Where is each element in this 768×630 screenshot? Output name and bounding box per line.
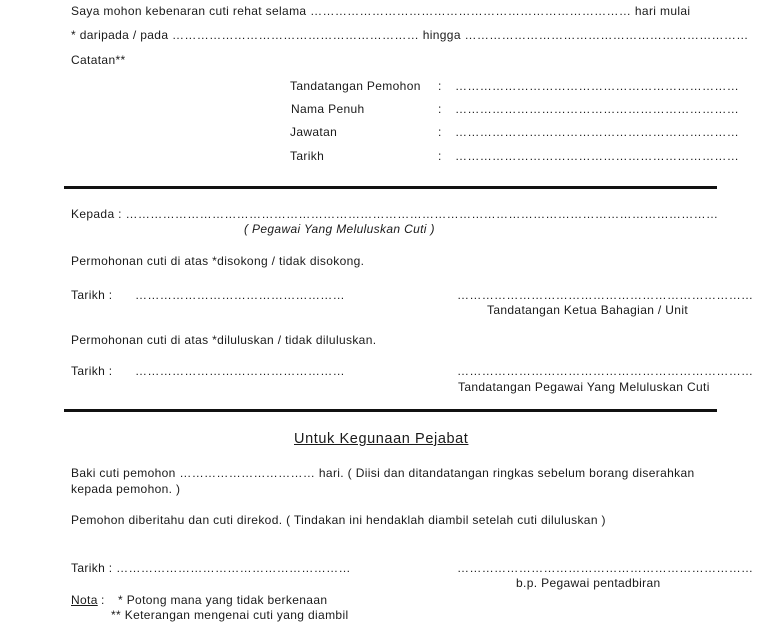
field-colon: : [438,79,442,93]
nota-label: Nota [71,593,98,607]
field-colon: : [438,102,442,116]
kepada-line[interactable]: Kepada : ……………………………………………………………………………………………………………………………… [71,207,719,221]
catatan-label: Catatan** [71,53,126,67]
date-label: Tarikh [290,149,325,163]
support-date-label: Tarikh : [71,288,113,302]
support-date-field[interactable]: …………………………………………… [135,288,345,302]
office-use-title: Untuk Kegunaan Pejabat [294,431,469,447]
admin-signature-label: b.p. Pegawai pentadbiran [516,576,661,590]
approver-signature-label: Tandatangan Pegawai Yang Meluluskan Cuti [458,380,710,394]
section-divider [64,409,717,412]
approving-officer-note: ( Pegawai Yang Meluluskan Cuti ) [244,222,435,236]
approval-date-field[interactable]: …………………………………………… [135,364,345,378]
full-name-field[interactable]: …………………………………………………………… [455,102,740,116]
approval-date-label: Tarikh : [71,364,113,378]
head-signature-field[interactable]: ……………………………………………………………… [457,288,754,302]
leave-request-line-2: * daripada / pada …………………………………………………… hingga …………………………………………………………… [71,28,749,42]
position-field[interactable]: …………………………………………………………… [455,125,740,139]
admin-signature-field[interactable]: ……………………………………………………………… [457,561,754,575]
support-statement: Permohonan cuti di atas *disokong / tidak disokong. [71,254,365,268]
leave-request-line-1: Saya mohon kebenaran cuti rehat selama …………………………………………………………………… hari mulai [71,4,691,18]
nota-colon: : [101,593,105,607]
position-label: Jawatan [290,125,338,139]
office-date-field[interactable]: Tarikh : ………………………………………………… [71,561,351,575]
note-strike-out: * Potong mana yang tidak berkenaan [118,593,328,607]
applicant-signature-field[interactable]: …………………………………………………………… [455,79,740,93]
date-field[interactable]: …………………………………………………………… [455,149,740,163]
full-name-label: Nama Penuh [291,102,365,116]
field-colon: : [438,125,442,139]
note-leave-remarks: ** Keterangan mengenai cuti yang diambil [111,608,349,622]
section-divider [64,186,717,189]
field-colon: : [438,149,442,163]
leave-balance-line-1: Baki cuti pemohon …………………………… hari. ( Diisi dan ditandatangan ringkas sebelum borang diserahkan [71,466,695,480]
head-signature-label: Tandatangan Ketua Bahagian / Unit [487,303,689,317]
notified-statement: Pemohon diberitahu dan cuti direkod. ( Tindakan ini hendaklah diambil setelah cuti diluluskan ) [71,513,606,527]
applicant-signature-label: Tandatangan Pemohon [290,79,421,93]
approval-statement: Permohonan cuti di atas *diluluskan / tidak diluluskan. [71,333,377,347]
leave-balance-line-2: kepada pemohon. ) [71,482,181,496]
approver-signature-field[interactable]: ……………………………………………………………… [457,364,754,378]
